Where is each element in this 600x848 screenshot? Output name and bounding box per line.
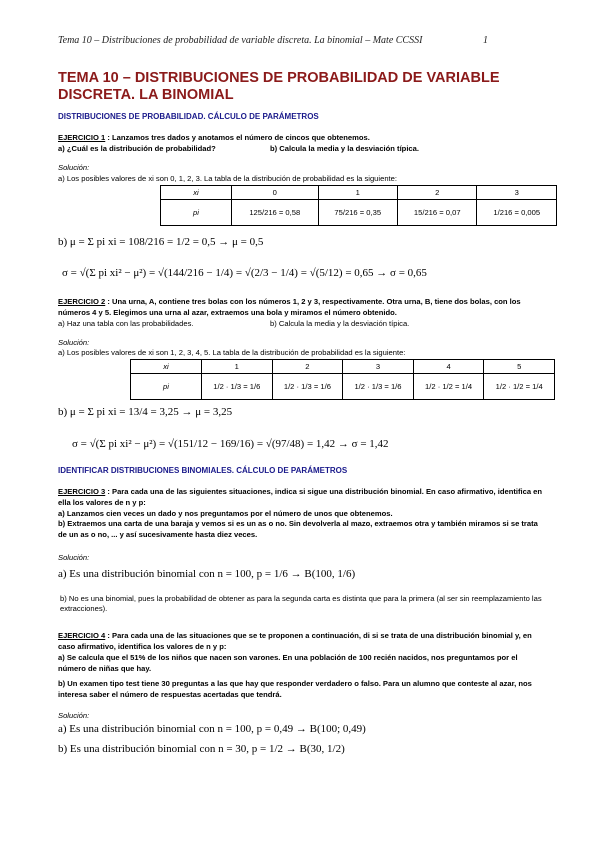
exercise-2-intro: a) Los posibles valores de xi son 1, 2, 3, 4, 5. La tabla de la distribución de probabilidad es la siguiente: <box>58 348 406 357</box>
table-cell: pi <box>161 200 232 226</box>
exercise-4-question-b: b) Un examen tipo test tiene 30 preguntas a las que hay que responder verdadero o falso. Para un alumno que conteste al azar, nos interesa saber el número de respuestas acertadas que tendrá. <box>58 679 532 699</box>
table-cell: 0 <box>232 186 319 200</box>
table-cell: 1/216 = 0,005 <box>477 200 557 226</box>
exercise-4-label: EJERCICIO 4 <box>58 631 106 640</box>
table-cell: 3 <box>477 186 557 200</box>
exercise-1-std-dev: σ = √(Σ pi xi² − μ²) = √(144/216 − 1/4) = √(2/3 − 1/4) = √(5/12) = 0,65 → σ = 0,65 <box>62 267 427 279</box>
exercise-3-label: EJERCICIO 3 <box>58 487 106 496</box>
exercise-4-question-a: a) Se calcula que el 51% de los niños que nacen son varones. En una población de 100 recién nacidos, nos preguntamos por el número de niñas que hay. <box>58 653 518 673</box>
exercise-3-solution-a: a) Es una distribución binomial con n = 100, p = 1/6 → B(100, 1/6) <box>58 568 356 580</box>
page-title: TEMA 10 – DISTRIBUCIONES DE PROBABILIDAD DE VARIABLE DISCRETA. LA BINOMIAL <box>58 70 500 103</box>
section-heading-2: IDENTIFICAR DISTRIBUCIONES BINOMIALES. CÁLCULO DE PARÁMETROS <box>58 466 348 475</box>
exercise-3-statement <box>58 487 543 508</box>
table-cell: 15/216 = 0,07 <box>398 200 477 226</box>
table-cell: 1 <box>318 186 397 200</box>
page-number: 1 <box>483 35 488 46</box>
exercise-1-intro: a) Los posibles valores de xi son 0, 1, 2, 3. La tabla de la distribución de probabilidad es la siguiente: <box>58 174 397 183</box>
table-cell: 1 <box>202 360 273 374</box>
exercise-3-question-a: a) Lanzamos cien veces un dado y nos preguntamos por el número de unos que obtenemos. <box>58 509 393 518</box>
exercise-4-statement <box>58 631 543 652</box>
table-cell: pi <box>131 374 202 400</box>
exercise-2-question-b: b) Calcula la media y la desviación típica. <box>270 319 410 328</box>
exercise-2-mean: b) μ = Σ pi xi = 13/4 = 3,25 → μ = 3,25 <box>58 406 233 418</box>
table-cell: 1/2 · 1/2 = 1/4 <box>413 374 484 400</box>
table-cell: 2 <box>398 186 477 200</box>
exercise-1-table <box>160 185 557 226</box>
exercise-2-solution-label: Solución: <box>58 338 90 347</box>
table-cell: 1/2 · 1/3 = 1/6 <box>202 374 273 400</box>
exercise-1-statement <box>58 133 548 144</box>
table-cell: xi <box>131 360 202 374</box>
table-cell: 75/216 = 0,35 <box>318 200 397 226</box>
exercise-1-solution-label: Solución: <box>58 163 90 172</box>
exercise-3-solution-b: b) No es una binomial, pues la probabilidad de obtener as para la segunda carta es distinta que para la primera (al ser sin reemplazamiento las extracciones). <box>60 594 542 613</box>
table-cell: 1/2 · 1/3 = 1/6 <box>272 374 343 400</box>
table-cell: 3 <box>343 360 414 374</box>
running-header: Tema 10 – Distribuciones de probabilidad de variable discreta. La binomial – Mate CCSSI <box>58 35 423 46</box>
exercise-4-solution-a: a) Es una distribución binomial con n = 100, p = 0,49 → B(100; 0,49) <box>58 723 366 735</box>
exercise-1-question-a: a) ¿Cuál es la distribución de probabilidad? <box>58 144 216 153</box>
table-cell: 1/2 · 1/3 = 1/6 <box>343 374 414 400</box>
table-cell: 1/2 · 1/2 = 1/4 <box>484 374 555 400</box>
exercise-1-text: : Lanzamos tres dados y anotamos el número de cincos que obtenemos. <box>105 133 370 142</box>
exercise-1-mean: b) μ = Σ pi xi = 108/216 = 1/2 = 0,5 → μ = 0,5 <box>58 236 264 248</box>
exercise-4-solution-label: Solución: <box>58 711 90 720</box>
exercise-3-solution-label: Solución: <box>58 553 90 562</box>
exercise-2-label: EJERCICIO 2 <box>58 297 106 306</box>
exercise-2-question-a: a) Haz una tabla con las probabilidades. <box>58 319 194 328</box>
table-cell: 125/216 = 0,58 <box>232 200 319 226</box>
exercise-4-text: : Para cada una de las situaciones que se te proponen a continuación, di si se trata de una distribución binomial y, en caso afirmativo, identifica los valores de n y p: <box>58 631 532 651</box>
table-cell: xi <box>161 186 232 200</box>
exercise-4-solution-b: b) Es una distribución binomial con n = 30, p = 1/2 → B(30, 1/2) <box>58 743 345 755</box>
exercise-1-question-b: b) Calcula la media y la desviación típica. <box>270 144 419 153</box>
exercise-3-text: : Para cada una de las siguientes situaciones, indica si sigue una distribución binomial. En caso afirmativo, identifica en ella los valores de n y p: <box>58 487 543 507</box>
exercise-3-question-b: b) Extraemos una carta de una baraja y vemos si es un as o no. Sin devolverla al mazo, extraemos otra y también miramos si se trata de un as o no, ... y así sucesivamente hasta diez veces. <box>58 519 538 539</box>
exercise-2-text: : Una urna, A, contiene tres bolas con los números 1, 2 y 3, respectivamente. Otra urna, B, tiene dos bolas, con los números 4 y 5. Elegimos una urna al azar, extraemos una bola y miramos el número obtenido. <box>58 297 521 317</box>
table-cell: 4 <box>413 360 484 374</box>
section-heading-1: DISTRIBUCIONES DE PROBABILIDAD. CÁLCULO DE PARÁMETROS <box>58 112 319 121</box>
exercise-1-label: EJERCICIO 1 <box>58 133 106 142</box>
table-cell: 2 <box>272 360 343 374</box>
exercise-2-statement <box>58 297 538 318</box>
exercise-2-table <box>130 359 555 400</box>
exercise-2-std-dev: σ = √(Σ pi xi² − μ²) = √(151/12 − 169/16) = √(97/48) = 1,42 → σ = 1,42 <box>72 438 389 450</box>
table-cell: 5 <box>484 360 555 374</box>
